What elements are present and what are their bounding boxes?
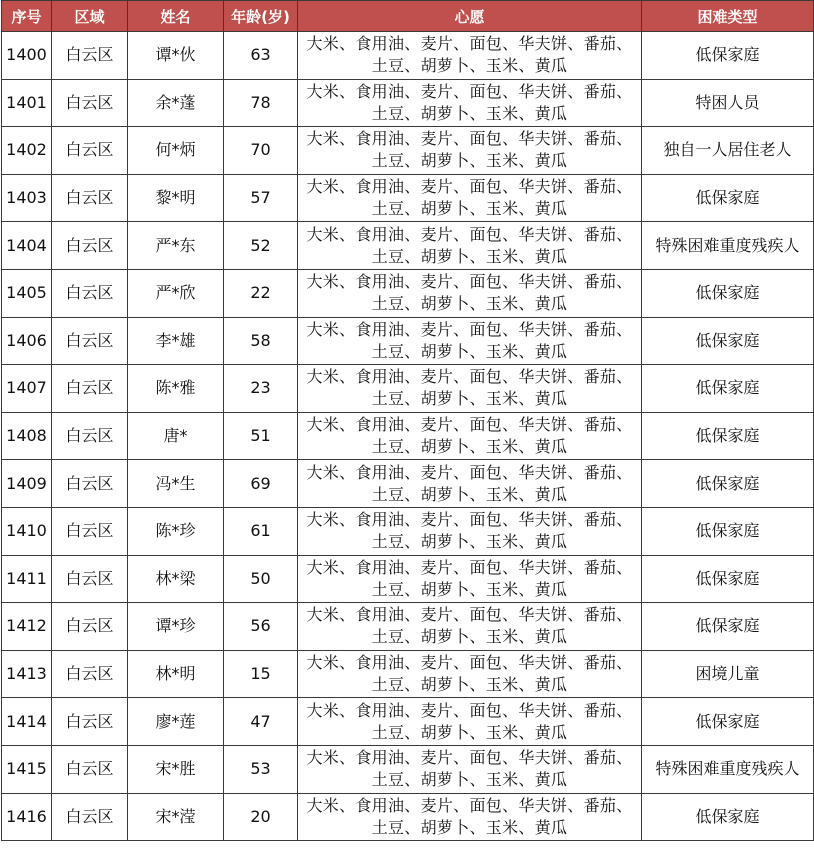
wish-line-1: 大米、食用油、麦片、面包、华夫饼、番茄、: [306, 700, 633, 720]
cell-wish: [298, 698, 642, 746]
cell-no: 1415: [2, 745, 52, 793]
cell-name: 林*明: [128, 650, 224, 698]
cell-wish: [298, 32, 642, 80]
cell-type: 低保家庭: [642, 460, 814, 508]
table-row: [2, 365, 814, 413]
header-district: 区域: [52, 1, 128, 32]
cell-type: 特困人员: [642, 79, 814, 127]
wish-line-2: 土豆、胡萝卜、玉米、黄瓜: [371, 579, 568, 599]
cell-wish: [298, 555, 642, 603]
cell-name: 宋*滢: [128, 793, 224, 841]
cell-wish: [298, 507, 642, 555]
cell-type: 低保家庭: [642, 698, 814, 746]
cell-age: 56: [224, 603, 298, 651]
cell-age: 47: [224, 698, 298, 746]
wish-line-1: 大米、食用油、麦片、面包、华夫饼、番茄、: [306, 748, 633, 768]
table-row: [2, 269, 814, 317]
cell-name: 林*梁: [128, 555, 224, 603]
cell-wish: [298, 269, 642, 317]
wish-line-2: 土豆、胡萝卜、玉米、黄瓜: [371, 675, 568, 695]
cell-type: 低保家庭: [642, 269, 814, 317]
cell-name: 严*欣: [128, 269, 224, 317]
cell-wish: [298, 222, 642, 270]
header-type: 困难类型: [642, 1, 814, 32]
cell-wish: [298, 79, 642, 127]
cell-name: 谭*伙: [128, 32, 224, 80]
cell-type: 低保家庭: [642, 412, 814, 460]
table-row: [2, 650, 814, 698]
cell-no: 1404: [2, 222, 52, 270]
header-no: 序号: [2, 1, 52, 32]
table-row: [2, 412, 814, 460]
cell-age: 22: [224, 269, 298, 317]
wish-line-1: 大米、食用油、麦片、面包、华夫饼、番茄、: [306, 510, 633, 530]
cell-wish: [298, 793, 642, 841]
cell-district: 白云区: [52, 793, 128, 841]
cell-district: 白云区: [52, 222, 128, 270]
cell-age: 15: [224, 650, 298, 698]
cell-age: 63: [224, 32, 298, 80]
cell-district: 白云区: [52, 650, 128, 698]
cell-name: 严*东: [128, 222, 224, 270]
cell-age: 61: [224, 507, 298, 555]
wish-line-2: 土豆、胡萝卜、玉米、黄瓜: [371, 199, 568, 219]
cell-age: 78: [224, 79, 298, 127]
table-row: [2, 507, 814, 555]
cell-name: 余*蓬: [128, 79, 224, 127]
cell-district: 白云区: [52, 507, 128, 555]
cell-no: 1410: [2, 507, 52, 555]
cell-no: 1408: [2, 412, 52, 460]
cell-no: 1401: [2, 79, 52, 127]
wish-line-2: 土豆、胡萝卜、玉米、黄瓜: [371, 56, 568, 76]
cell-type: 低保家庭: [642, 32, 814, 80]
header-row: [2, 1, 814, 32]
cell-no: 1407: [2, 365, 52, 413]
table-row: [2, 174, 814, 222]
wish-line-1: 大米、食用油、麦片、面包、华夫饼、番茄、: [306, 795, 633, 815]
wish-line-2: 土豆、胡萝卜、玉米、黄瓜: [371, 389, 568, 409]
cell-name: 廖*莲: [128, 698, 224, 746]
wish-line-1: 大米、食用油、麦片、面包、华夫饼、番茄、: [306, 81, 633, 101]
table-row: [2, 698, 814, 746]
wish-line-1: 大米、食用油、麦片、面包、华夫饼、番茄、: [306, 557, 633, 577]
wish-line-2: 土豆、胡萝卜、玉米、黄瓜: [371, 341, 568, 361]
cell-no: 1406: [2, 317, 52, 365]
table-row: [2, 460, 814, 508]
cell-no: 1402: [2, 127, 52, 175]
wish-line-2: 土豆、胡萝卜、玉米、黄瓜: [371, 722, 568, 742]
cell-district: 白云区: [52, 460, 128, 508]
wish-line-1: 大米、食用油、麦片、面包、华夫饼、番茄、: [306, 653, 633, 673]
header-wish: 心愿: [298, 1, 642, 32]
cell-age: 58: [224, 317, 298, 365]
cell-district: 白云区: [52, 555, 128, 603]
wish-line-2: 土豆、胡萝卜、玉米、黄瓜: [371, 532, 568, 552]
cell-district: 白云区: [52, 269, 128, 317]
cell-wish: [298, 745, 642, 793]
cell-name: 谭*珍: [128, 603, 224, 651]
table-row: [2, 79, 814, 127]
cell-type: 低保家庭: [642, 317, 814, 365]
cell-name: 唐*: [128, 412, 224, 460]
cell-type: 低保家庭: [642, 555, 814, 603]
wish-line-1: 大米、食用油、麦片、面包、华夫饼、番茄、: [306, 177, 633, 197]
table-row: [2, 222, 814, 270]
cell-district: 白云区: [52, 603, 128, 651]
cell-district: 白云区: [52, 127, 128, 175]
cell-wish: [298, 603, 642, 651]
table-row: [2, 793, 814, 841]
cell-no: 1403: [2, 174, 52, 222]
cell-name: 宋*胜: [128, 745, 224, 793]
wish-line-2: 土豆、胡萝卜、玉米、黄瓜: [371, 484, 568, 504]
cell-no: 1414: [2, 698, 52, 746]
header-age: 年龄(岁): [224, 1, 298, 32]
cell-district: 白云区: [52, 174, 128, 222]
table-row: [2, 127, 814, 175]
cell-wish: [298, 460, 642, 508]
cell-district: 白云区: [52, 317, 128, 365]
wish-line-2: 土豆、胡萝卜、玉米、黄瓜: [371, 770, 568, 790]
cell-wish: [298, 412, 642, 460]
cell-age: 50: [224, 555, 298, 603]
wish-line-2: 土豆、胡萝卜、玉米、黄瓜: [371, 627, 568, 647]
cell-district: 白云区: [52, 745, 128, 793]
cell-type: 低保家庭: [642, 793, 814, 841]
header-name: 姓名: [128, 1, 224, 32]
cell-no: 1413: [2, 650, 52, 698]
cell-name: 陈*珍: [128, 507, 224, 555]
cell-type: 特殊困难重度残疾人: [642, 745, 814, 793]
cell-wish: [298, 650, 642, 698]
cell-no: 1412: [2, 603, 52, 651]
wish-line-2: 土豆、胡萝卜、玉米、黄瓜: [371, 294, 568, 314]
cell-type: 困境儿童: [642, 650, 814, 698]
cell-type: 低保家庭: [642, 174, 814, 222]
wish-line-1: 大米、食用油、麦片、面包、华夫饼、番茄、: [306, 462, 633, 482]
wish-line-2: 土豆、胡萝卜、玉米、黄瓜: [371, 246, 568, 266]
table-row: [2, 32, 814, 80]
cell-name: 黎*明: [128, 174, 224, 222]
wish-line-1: 大米、食用油、麦片、面包、华夫饼、番茄、: [306, 272, 633, 292]
wish-line-1: 大米、食用油、麦片、面包、华夫饼、番茄、: [306, 605, 633, 625]
cell-name: 李*雄: [128, 317, 224, 365]
cell-age: 51: [224, 412, 298, 460]
cell-age: 20: [224, 793, 298, 841]
cell-type: 特殊困难重度残疾人: [642, 222, 814, 270]
table-row: [2, 555, 814, 603]
cell-no: 1400: [2, 32, 52, 80]
cell-no: 1411: [2, 555, 52, 603]
cell-name: 冯*生: [128, 460, 224, 508]
wish-line-2: 土豆、胡萝卜、玉米、黄瓜: [371, 817, 568, 837]
cell-no: 1416: [2, 793, 52, 841]
cell-no: 1405: [2, 269, 52, 317]
cell-district: 白云区: [52, 79, 128, 127]
cell-district: 白云区: [52, 698, 128, 746]
cell-wish: [298, 317, 642, 365]
cell-type: 低保家庭: [642, 603, 814, 651]
wish-line-2: 土豆、胡萝卜、玉米、黄瓜: [371, 437, 568, 457]
wish-line-2: 土豆、胡萝卜、玉米、黄瓜: [371, 151, 568, 171]
cell-district: 白云区: [52, 365, 128, 413]
table-row: [2, 603, 814, 651]
cell-wish: [298, 127, 642, 175]
cell-age: 53: [224, 745, 298, 793]
wish-list-table: [1, 0, 814, 841]
cell-wish: [298, 174, 642, 222]
wish-line-1: 大米、食用油、麦片、面包、华夫饼、番茄、: [306, 34, 633, 54]
cell-age: 69: [224, 460, 298, 508]
cell-no: 1409: [2, 460, 52, 508]
cell-age: 23: [224, 365, 298, 413]
cell-name: 陈*雅: [128, 365, 224, 413]
cell-wish: [298, 365, 642, 413]
cell-age: 57: [224, 174, 298, 222]
table-row: [2, 317, 814, 365]
wish-line-1: 大米、食用油、麦片、面包、华夫饼、番茄、: [306, 319, 633, 339]
table-body: [2, 32, 814, 841]
cell-name: 何*炳: [128, 127, 224, 175]
wish-line-1: 大米、食用油、麦片、面包、华夫饼、番茄、: [306, 415, 633, 435]
cell-type: 低保家庭: [642, 507, 814, 555]
cell-type: 低保家庭: [642, 365, 814, 413]
cell-district: 白云区: [52, 32, 128, 80]
cell-district: 白云区: [52, 412, 128, 460]
table-row: [2, 745, 814, 793]
wish-line-2: 土豆、胡萝卜、玉米、黄瓜: [371, 103, 568, 123]
wish-line-1: 大米、食用油、麦片、面包、华夫饼、番茄、: [306, 129, 633, 149]
cell-age: 70: [224, 127, 298, 175]
cell-age: 52: [224, 222, 298, 270]
wish-line-1: 大米、食用油、麦片、面包、华夫饼、番茄、: [306, 367, 633, 387]
wish-line-1: 大米、食用油、麦片、面包、华夫饼、番茄、: [306, 224, 633, 244]
cell-type: 独自一人居住老人: [642, 127, 814, 175]
